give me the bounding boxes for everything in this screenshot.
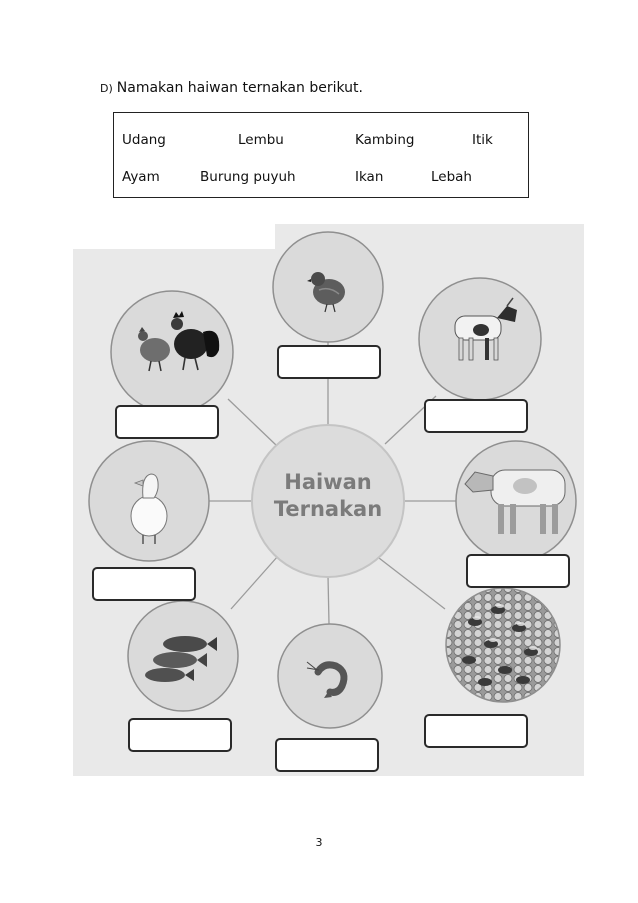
center-title <box>248 469 408 523</box>
word-udang: Udang <box>122 132 166 148</box>
question-text: Namakan haiwan ternakan berikut. <box>116 80 363 96</box>
answer-box-cow[interactable] <box>466 554 570 588</box>
word-burung-puyuh: Burung puyuh <box>200 169 296 185</box>
answer-box-duck[interactable] <box>92 567 196 601</box>
answer-box-bees[interactable] <box>424 714 528 748</box>
word-bank <box>113 112 529 198</box>
circle-shrimp <box>278 624 382 728</box>
word-lembu: Lembu <box>238 132 284 148</box>
answer-box-goat[interactable] <box>424 399 528 433</box>
center-title-line1: Haiwan <box>284 470 372 494</box>
word-ayam: Ayam <box>122 169 160 185</box>
question-number: D) <box>100 82 113 95</box>
answer-box-quail[interactable] <box>277 345 381 379</box>
word-ikan: Ikan <box>355 169 384 185</box>
page-number: 3 <box>315 836 323 849</box>
word-itik: Itik <box>472 132 493 148</box>
livestock-diagram <box>73 224 584 776</box>
word-lebah: Lebah <box>431 169 472 185</box>
panel-cover <box>73 224 275 249</box>
center-title-line2: Ternakan <box>273 497 383 521</box>
answer-box-shrimp[interactable] <box>275 738 379 772</box>
answer-box-fish[interactable] <box>128 718 232 752</box>
question <box>100 80 363 96</box>
answer-box-chickens[interactable] <box>115 405 219 439</box>
word-kambing: Kambing <box>355 132 415 148</box>
